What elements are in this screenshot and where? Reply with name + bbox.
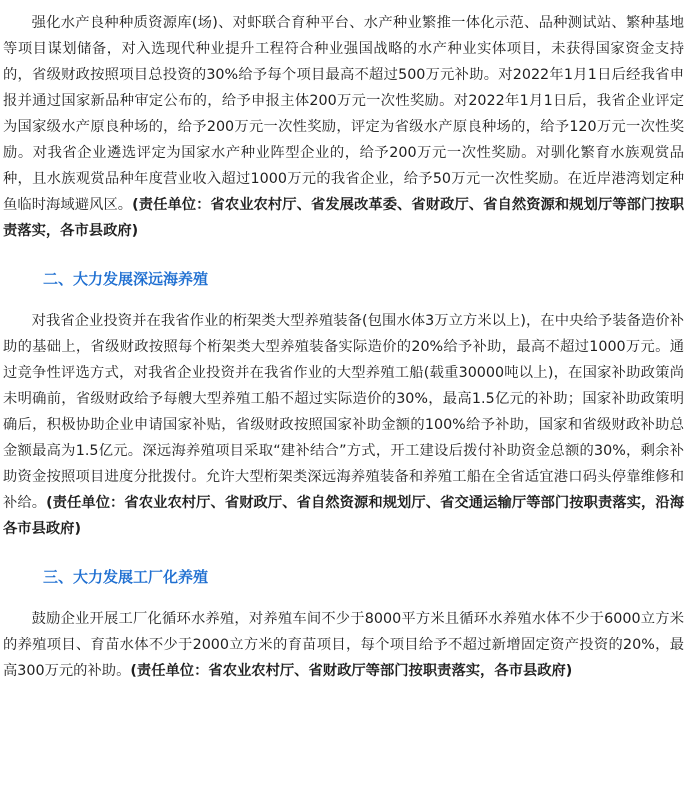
paragraph-text: 对我省企业投资并在我省作业的桁架类大型养殖装备(包围水体3万立方米以上)，在中央给予装备造价补助的基础上，省级财政按照每个桁架类大型养殖装备实际造价的20%给予补助，最高不超过1000万元。通过竞争性评选方式，对我省企业投资并在我省作业的大型养殖工船(载重30000吨以上)，在国家补助政策尚未明确前，省级财政给予每艘大型养殖工船不超过实际造价的30%，最高1.5亿元的补助；国家补助政策明确后，积极协助企业申请国家补贴，省级财政按照国家补助金额的100%给予补助，国家和省级财政补助总金额最高为1.5亿元。深远海养殖项目采取“建补结合”方式，开工建设后拨付补助资金总额的30%，剩余补助资金按照项目进度分批拨付。允许大型桁架类深远海养殖装备和养殖工船在全省适宜港口码头停靠维修和补给。 <box>3 313 684 511</box>
paragraph-seed-industry <box>3 10 684 244</box>
paragraph-text: 鼓励企业开展工厂化循环水养殖，对养殖车间不少于8000平方米且循环水养殖水体不少于6000立方米的养殖项目、育苗水体不少于2000立方米的育苗项目，每个项目给予不超过新增固定资产投资的20%，最高300万元的补助。 <box>3 611 684 679</box>
section-heading-factory: 三、大力发展工厂化养殖 <box>43 568 209 586</box>
responsibility-note: (责任单位：省农业农村厅、省财政厅、省自然资源和规划厅、省交通运输厅等部门按职责落实，沿海各市县政府) <box>3 495 685 537</box>
section-heading-deep-sea: 二、大力发展深远海养殖 <box>43 270 209 288</box>
responsibility-note: (责任单位：省农业农村厅、省财政厅等部门按职责落实，各市县政府) <box>130 663 573 679</box>
responsibility-note: (责任单位：省农业农村厅、省发展改革委、省财政厅、省自然资源和规划厅等部门按职责落实，各市县政府) <box>3 197 685 239</box>
paragraph-text: 强化水产良种种质资源库(场)、对虾联合育种平台、水产种业繁推一体化示范、品种测试站、繁种基地等项目谋划储备，对入选现代种业提升工程符合种业强国战略的水产种业实体项目，未获得国家资金支持的，省级财政按照项目总投资的30%给予每个项目最高不超过500万元补助。对2022年1月1日后经我省申报并通过国家新品种审定公布的，给予申报主体200万元一次性奖励。对2022年1月1日后，我省企业评定为国家级水产原良种场的，给予200万元一次性奖励，评定为省级水产原良种场的，给予120万元一次性奖励。对我省企业遴选评定为国家水产种业阵型企业的，给予200万元一次性奖励。对驯化繁育水族观赏品种，且水族观赏品种年度营业收入超过1000万元的我省企业，给予50万元一次性奖励。在近岸港湾划定种鱼临时海域避风区。 <box>3 15 684 213</box>
paragraph-deep-sea <box>3 308 684 542</box>
paragraph-factory <box>3 606 684 684</box>
